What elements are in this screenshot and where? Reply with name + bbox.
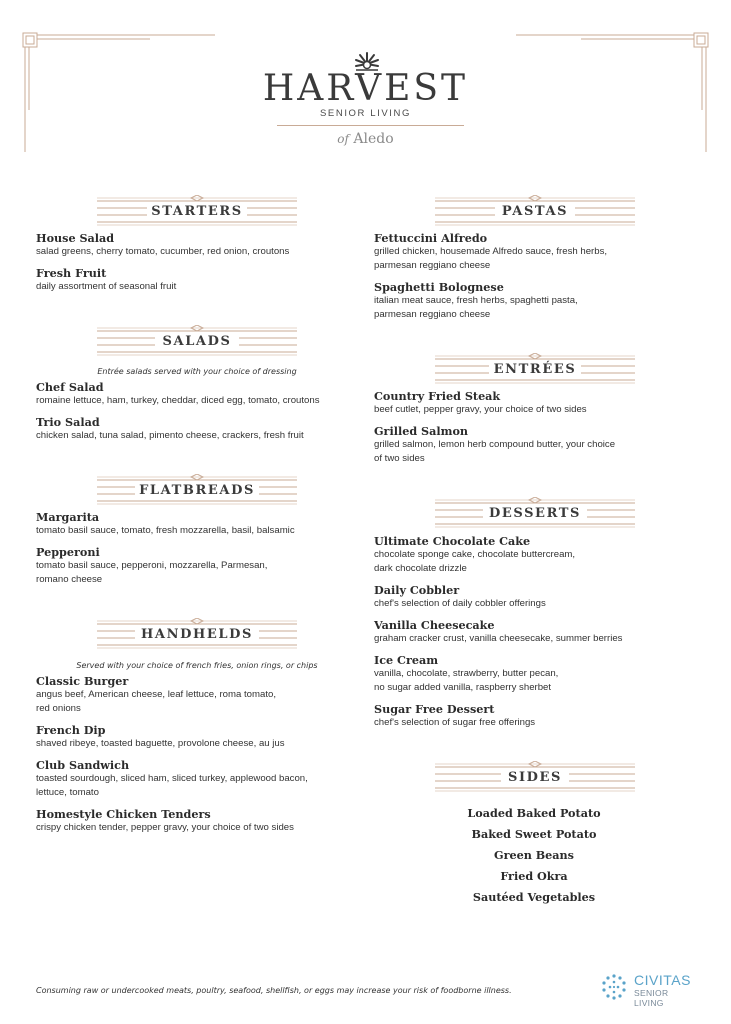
section-title-salads: SALADS <box>162 334 232 349</box>
foodborne-disclaimer: Consuming raw or undercooked meats, poultry, seafood, shellfish, or eggs may increase your risk of foodborne illness. <box>36 986 512 995</box>
item-name: Fettuccini Alfredo <box>374 231 488 245</box>
section-note-salads: Entrée salads served with your choice of dressing <box>97 367 297 376</box>
item-name: Vanilla Cheesecake <box>374 618 495 632</box>
menu-item <box>36 674 361 716</box>
item-desc: daily assortment of seasonal fruit <box>36 281 177 292</box>
item-desc: chicken salad, tuna salad, pimento cheese, crackers, fresh fruit <box>36 430 304 441</box>
item-name: Grilled Salmon <box>374 424 469 438</box>
item-name: Pepperoni <box>36 545 100 559</box>
brand-location-name: Aledo <box>353 131 394 147</box>
item-name: Ultimate Chocolate Cake <box>374 534 531 548</box>
section-header-sides <box>433 761 637 795</box>
item-desc: angus beef, American cheese, leaf lettuce, roma tomato, <box>36 689 276 700</box>
menu-item <box>36 545 361 587</box>
item-desc: graham cracker crust, vanilla cheesecake, summer berries <box>374 633 623 644</box>
menu-item <box>374 424 699 466</box>
item-desc: salad greens, cherry tomato, cucumber, red onion, croutons <box>36 246 290 257</box>
section-title-entrees: ENTRÉES <box>493 362 577 377</box>
section-title-sides: SIDES <box>507 770 563 785</box>
menu-item <box>374 231 699 273</box>
item-name: Daily Cobbler <box>374 583 460 597</box>
item-name: Classic Burger <box>36 674 129 688</box>
menu-item <box>36 723 361 751</box>
menu-item <box>374 280 699 322</box>
item-desc: romaine lettuce, ham, turkey, cheddar, diced egg, tomato, croutons <box>36 395 320 406</box>
item-desc: grilled chicken, housemade Alfredo sauce, fresh herbs, <box>374 246 608 257</box>
menu-item <box>36 807 361 835</box>
item-name: French Dip <box>36 723 106 737</box>
item-name: House Salad <box>36 231 115 245</box>
item-name: Ice Cream <box>374 653 439 667</box>
section-header-pastas <box>433 195 637 229</box>
item-desc-line2: red onions <box>36 703 81 714</box>
civitas-name: CIVITAS <box>634 972 691 988</box>
section-header-starters <box>95 195 299 229</box>
item-desc: tomato basil sauce, tomato, fresh mozzarella, basil, balsamic <box>36 525 295 536</box>
item-desc-line2: of two sides <box>374 453 425 464</box>
item-name: Trio Salad <box>36 415 100 429</box>
item-desc: chef's selection of sugar free offerings <box>374 717 536 728</box>
item-name: Club Sandwich <box>36 758 130 772</box>
civitas-subtitle: SENIOR LIVING <box>634 988 669 1008</box>
side-item: Baked Sweet Potato <box>471 827 597 841</box>
item-desc: tomato basil sauce, pepperoni, mozzarella, Parmesan, <box>36 560 268 571</box>
menu-item <box>36 380 361 408</box>
item-desc-line2: dark chocolate drizzle <box>374 563 467 574</box>
section-title-starters: STARTERS <box>151 204 243 219</box>
section-title-pastas: PASTAS <box>501 204 569 219</box>
section-header-flatbreads <box>95 474 299 508</box>
brand-location <box>0 131 731 147</box>
menu-item <box>374 653 699 695</box>
item-name: Margarita <box>36 510 100 524</box>
side-item: Fried Okra <box>500 869 568 883</box>
section-header-desserts <box>433 497 637 531</box>
side-item: Loaded Baked Potato <box>467 806 601 820</box>
menu-item <box>374 534 699 576</box>
item-desc: beef cutlet, pepper gravy, your choice of two sides <box>374 404 587 415</box>
item-desc-line2: no sugar added vanilla, raspberry sherbet <box>374 682 552 693</box>
item-name: Spaghetti Bolognese <box>374 280 504 294</box>
civitas-dots-icon <box>598 972 630 1002</box>
item-name: Sugar Free Dessert <box>374 702 495 716</box>
item-desc-line2: parmesan reggiano cheese <box>374 260 491 271</box>
menu-item <box>374 618 699 646</box>
menu-item <box>36 510 361 538</box>
section-header-salads <box>95 325 299 359</box>
section-note-handhelds: Served with your choice of french fries, onion rings, or chips <box>76 661 318 670</box>
item-name: Chef Salad <box>36 380 104 394</box>
item-desc: chocolate sponge cake, chocolate buttercream, <box>374 549 576 560</box>
item-desc-line2: lettuce, tomato <box>36 787 99 798</box>
item-desc: crispy chicken tender, pepper gravy, your choice of two sides <box>36 822 294 833</box>
item-name: Homestyle Chicken Tenders <box>36 807 211 821</box>
side-item: Green Beans <box>494 848 574 862</box>
item-desc-line2: romano cheese <box>36 574 103 585</box>
section-header-handhelds <box>95 618 299 652</box>
item-desc: shaved ribeye, toasted baguette, provolone cheese, au jus <box>36 738 285 749</box>
brand-subtitle: SENIOR LIVING <box>319 108 411 119</box>
menu-item <box>36 266 361 294</box>
brand-divider <box>277 125 464 126</box>
item-desc: chef's selection of daily cobbler offerings <box>374 598 546 609</box>
item-name: Fresh Fruit <box>36 266 107 280</box>
brand-name: HARVEST <box>262 68 469 109</box>
section-title-flatbreads: FLATBREADS <box>139 483 255 498</box>
item-desc: grilled salmon, lemon herb compound butter, your choice <box>374 439 616 450</box>
side-item: Sautéed Vegetables <box>472 890 596 904</box>
section-header-entrees <box>433 353 637 387</box>
item-name: Country Fried Steak <box>374 389 501 403</box>
menu-item <box>374 389 699 417</box>
item-desc-line2: parmesan reggiano cheese <box>374 309 491 320</box>
menu-item <box>36 231 361 259</box>
item-desc: italian meat sauce, fresh herbs, spaghetti pasta, <box>374 295 578 306</box>
item-desc: toasted sourdough, sliced ham, sliced turkey, applewood bacon, <box>36 773 308 784</box>
section-title-desserts: DESSERTS <box>488 506 582 521</box>
brand-location-of: of <box>337 132 349 146</box>
menu-item <box>374 583 699 611</box>
civitas-logo <box>598 972 698 1008</box>
menu-item <box>36 415 361 443</box>
section-title-handhelds: HANDHELDS <box>141 627 253 642</box>
item-desc: vanilla, chocolate, strawberry, butter pecan, <box>374 668 559 679</box>
menu-item <box>36 758 361 800</box>
menu-item <box>374 702 699 730</box>
